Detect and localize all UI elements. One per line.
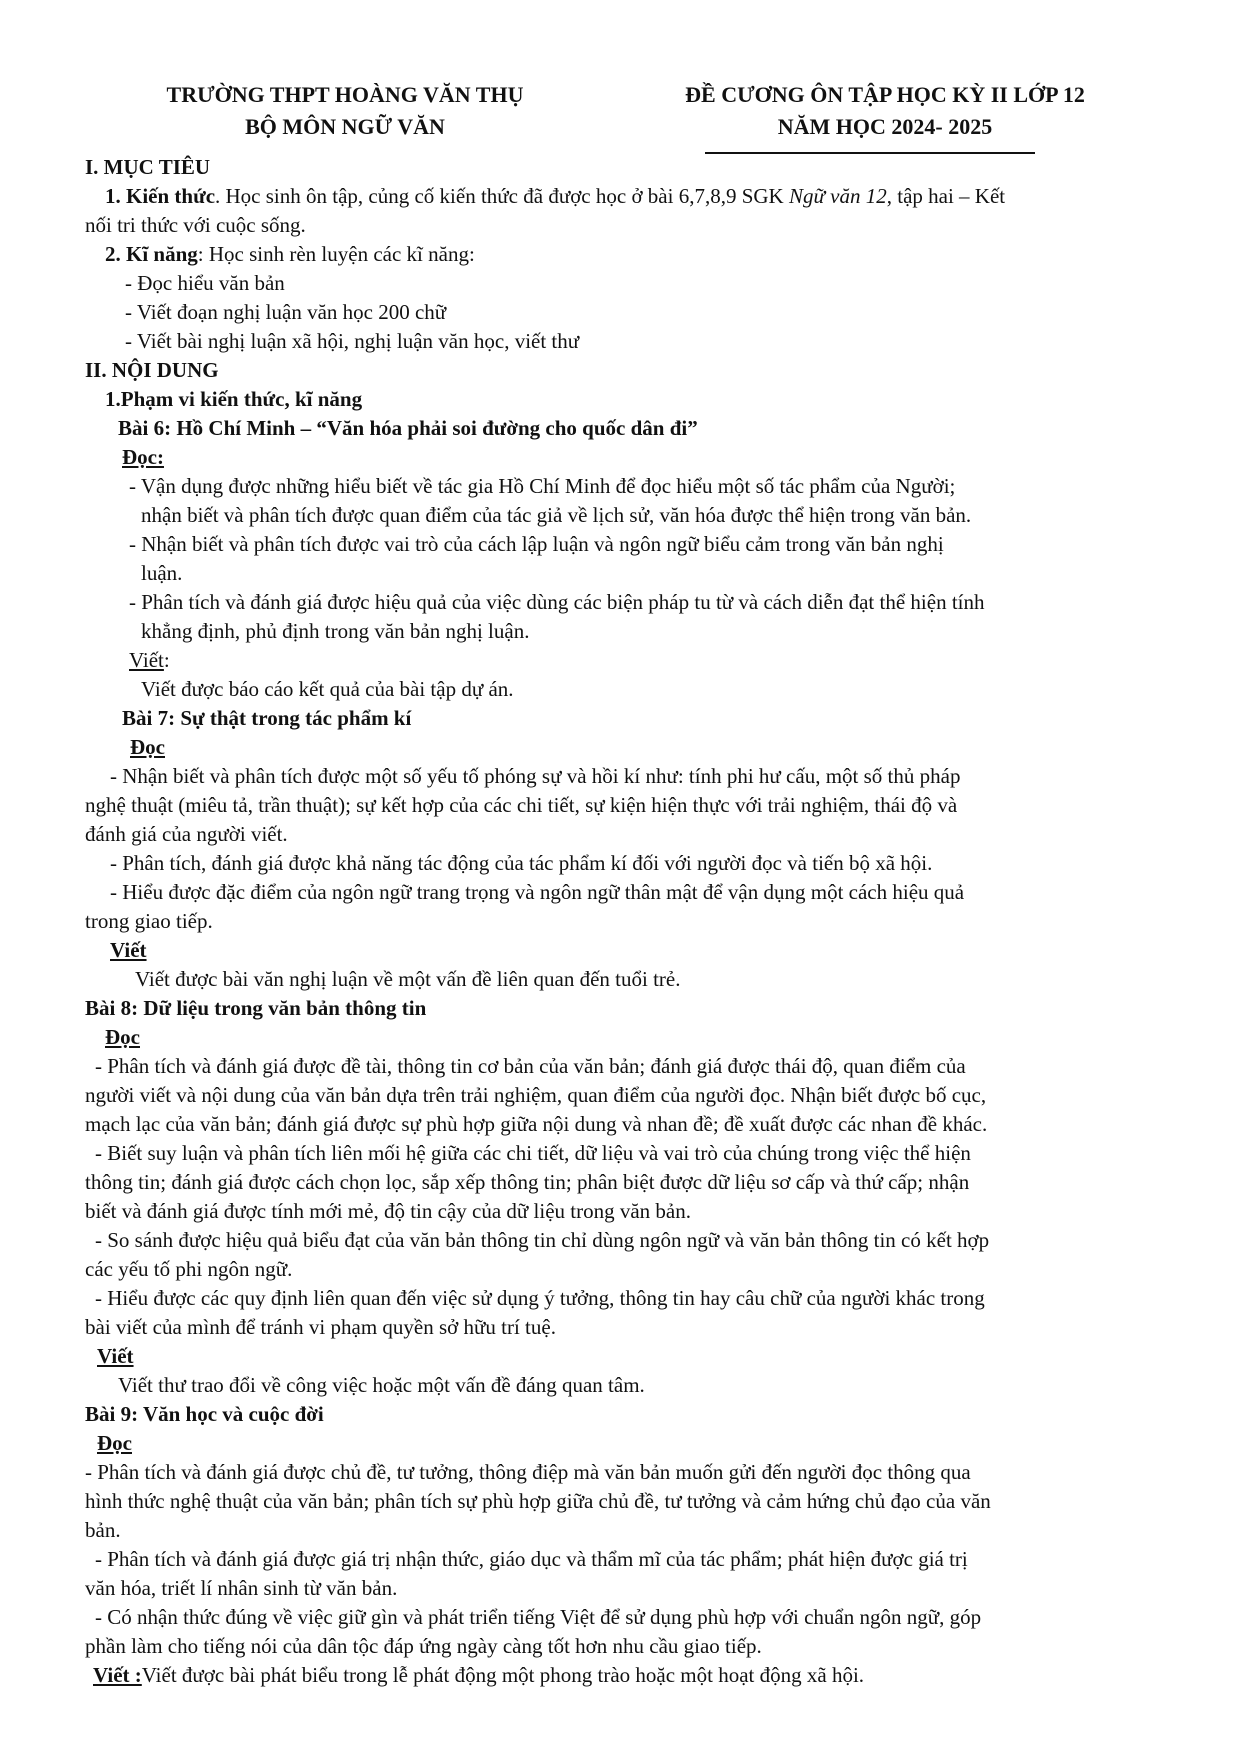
text-segment: , tập hai – Kết bbox=[886, 184, 1006, 208]
text-line bbox=[85, 733, 1170, 762]
text-segment: - Viết bài nghị luận xã hội, nghị luận văn học, viết thư bbox=[125, 329, 580, 353]
text-line bbox=[85, 617, 1170, 646]
text-line bbox=[85, 1197, 1170, 1226]
text-segment: người viết và nội dung của văn bản dựa trên trải nghiệm, quan điểm của người đọc. Nhận biết được bố cục, bbox=[85, 1083, 987, 1107]
text-segment: - Vận dụng được những hiểu biết về tác gia Hồ Chí Minh để đọc hiểu một số tác phẩm của Người; bbox=[129, 474, 956, 498]
text-segment: Viết được bài văn nghị luận về một vấn đề liên quan đến tuổi trẻ. bbox=[135, 967, 681, 991]
text-segment: Đọc: bbox=[122, 445, 164, 469]
text-line bbox=[85, 356, 1170, 385]
title-block bbox=[625, 79, 1145, 143]
text-segment: . Học sinh ôn tập, củng cố kiến thức đã được học ở bài 6,7,8,9 SGK bbox=[215, 184, 789, 208]
text-segment: khẳng định, phủ định trong văn bản nghị luận. bbox=[141, 619, 530, 643]
text-segment: : bbox=[163, 648, 170, 672]
text-segment: hình thức nghệ thuật của văn bản; phân tích sự phù hợp giữa chủ đề, tư tưởng và cảm hứng chủ đạo của văn bbox=[85, 1489, 991, 1513]
document-header bbox=[0, 79, 1241, 154]
text-line bbox=[85, 472, 1170, 501]
text-line bbox=[85, 878, 1170, 907]
text-line bbox=[85, 1400, 1170, 1429]
text-line bbox=[85, 994, 1170, 1023]
text-line bbox=[85, 936, 1170, 965]
text-segment: văn hóa, triết lí nhân sinh từ văn bản. bbox=[85, 1576, 398, 1600]
text-segment: - Viết đoạn nghị luận văn học 200 chữ bbox=[125, 300, 447, 324]
text-segment: - Hiểu được các quy định liên quan đến việc sử dụng ý tưởng, thông tin hay câu chữ của người khác trong bbox=[95, 1286, 985, 1310]
text-line bbox=[85, 1371, 1170, 1400]
text-line bbox=[85, 211, 1170, 240]
text-segment: - Hiểu được đặc điểm của ngôn ngữ trang trọng và ngôn ngữ thân mật để vận dụng một cách hiệu quả bbox=[110, 880, 965, 904]
text-line bbox=[85, 1313, 1170, 1342]
text-segment: - Phân tích và đánh giá được chủ đề, tư tưởng, thông điệp mà văn bản muốn gửi đến người đọc thông qua bbox=[85, 1460, 971, 1484]
text-line bbox=[85, 1487, 1170, 1516]
text-line bbox=[85, 530, 1170, 559]
text-line bbox=[85, 1632, 1170, 1661]
text-segment: : Học sinh rèn luyện các kĩ năng: bbox=[197, 242, 475, 266]
text-line bbox=[85, 1023, 1170, 1052]
school-block bbox=[100, 79, 590, 143]
text-segment: - Nhận biết và phân tích được vai trò của cách lập luận và ngôn ngữ biểu cảm trong văn bản nghị bbox=[129, 532, 944, 556]
text-segment: nối tri thức với cuộc sống. bbox=[85, 213, 306, 237]
text-segment: 1. Kiến thức bbox=[105, 184, 216, 208]
text-segment: Bài 8: Dữ liệu trong văn bản thông tin bbox=[85, 996, 427, 1020]
text-line bbox=[85, 1661, 1170, 1690]
text-segment: phần làm cho tiếng nói của dân tộc đáp ứng ngày càng tốt hơn nhu cầu giao tiếp. bbox=[85, 1634, 762, 1658]
text-line bbox=[85, 965, 1170, 994]
school-name: TRƯỜNG THPT HOÀNG VĂN THỤ bbox=[166, 82, 524, 107]
text-segment: - Phân tích và đánh giá được hiệu quả của việc dùng các biện pháp tu từ và cách diễn đạt thể hiện tính bbox=[129, 590, 985, 614]
text-segment: - Phân tích và đánh giá được đề tài, thông tin cơ bản của văn bản; đánh giá được thái độ, quan điểm của bbox=[95, 1054, 966, 1078]
text-line bbox=[85, 1255, 1170, 1284]
text-segment: các yếu tố phi ngôn ngữ. bbox=[85, 1257, 293, 1281]
text-line bbox=[85, 849, 1170, 878]
text-segment: Đọc bbox=[130, 735, 165, 759]
text-line bbox=[85, 443, 1170, 472]
text-line bbox=[85, 327, 1170, 356]
text-line bbox=[85, 153, 1170, 182]
text-segment: Viết : bbox=[93, 1663, 142, 1687]
text-line bbox=[85, 1545, 1170, 1574]
text-line bbox=[85, 559, 1170, 588]
text-line bbox=[85, 588, 1170, 617]
text-segment: nhận biết và phân tích được quan điểm của tác giả về lịch sử, văn hóa được thể hiện trong văn bản. bbox=[141, 503, 972, 527]
text-segment: - Phân tích và đánh giá được giá trị nhận thức, giáo dục và thẩm mĩ của tác phẩm; phát hiện được giá trị bbox=[95, 1547, 968, 1571]
text-segment: II. NỘI DUNG bbox=[85, 358, 219, 382]
text-segment: Viết bbox=[129, 648, 164, 672]
text-line bbox=[85, 907, 1170, 936]
text-segment: nghệ thuật (miêu tả, trần thuật); sự kết hợp của các chi tiết, sự kiện hiện thực với trải nghiệm, thái độ và bbox=[85, 793, 958, 817]
text-segment: Viết thư trao đổi về công việc hoặc một vấn đề đáng quan tâm. bbox=[118, 1373, 645, 1397]
text-line bbox=[85, 646, 1170, 675]
text-segment: đánh giá của người viết. bbox=[85, 822, 288, 846]
text-line bbox=[85, 1342, 1170, 1371]
text-segment: - Có nhận thức đúng về việc giữ gìn và phát triển tiếng Việt để sử dụng phù hợp với chuẩn ngôn ngữ, góp bbox=[95, 1605, 982, 1629]
text-segment: bản. bbox=[85, 1518, 121, 1542]
text-line bbox=[85, 385, 1170, 414]
text-line bbox=[85, 298, 1170, 327]
document-title: ĐỀ CƯƠNG ÔN TẬP HỌC KỲ II LỚP 12 bbox=[685, 82, 1085, 107]
text-segment: luận. bbox=[141, 561, 183, 585]
text-line bbox=[85, 704, 1170, 733]
text-segment: - Nhận biết và phân tích được một số yếu tố phóng sự và hồi kí như: tính phi hư cấu, một số thủ pháp bbox=[110, 764, 961, 788]
department-name: BỘ MÔN NGỮ VĂN bbox=[245, 114, 445, 139]
text-segment: mạch lạc của văn bản; đánh giá được sự phù hợp giữa nội dung và nhan đề; đề xuất được các nhan đề khác. bbox=[85, 1112, 988, 1136]
school-year: NĂM HỌC 2024- 2025 bbox=[777, 114, 993, 139]
text-line bbox=[85, 501, 1170, 530]
text-segment: trong giao tiếp. bbox=[85, 909, 213, 933]
text-segment: biết và đánh giá được tính mới mẻ, độ tin cậy của dữ liệu trong văn bản. bbox=[85, 1199, 691, 1223]
text-line bbox=[85, 820, 1170, 849]
text-segment: Viết được bài phát biểu trong lễ phát động một phong trào hoặc một hoạt động xã hội. bbox=[141, 1663, 865, 1687]
text-segment: Viết được báo cáo kết quả của bài tập dự án. bbox=[141, 677, 514, 701]
text-line bbox=[85, 1516, 1170, 1545]
text-line bbox=[85, 1081, 1170, 1110]
text-segment: Ngữ văn 12 bbox=[788, 184, 887, 208]
text-segment: - Đọc hiểu văn bản bbox=[125, 271, 285, 295]
text-segment: thông tin; đánh giá được cách chọn lọc, sắp xếp thông tin; phân biệt được dữ liệu sơ cấp và thứ cấp; nhận bbox=[85, 1170, 970, 1194]
text-line bbox=[85, 240, 1170, 269]
text-segment: - Biết suy luận và phân tích liên mối hệ giữa các chi tiết, dữ liệu và vai trò của chúng trong việc thể hiện bbox=[95, 1141, 971, 1165]
text-segment: Viết bbox=[97, 1344, 134, 1368]
text-segment: - Phân tích, đánh giá được khả năng tác động của tác phẩm kí đối với người đọc và tiến bộ xã hội. bbox=[110, 851, 933, 875]
text-line bbox=[85, 1052, 1170, 1081]
text-segment: Bài 7: Sự thật trong tác phẩm kí bbox=[122, 706, 412, 730]
text-segment: Viết bbox=[110, 938, 147, 962]
text-line bbox=[85, 1110, 1170, 1139]
text-line bbox=[85, 1574, 1170, 1603]
text-line bbox=[85, 1458, 1170, 1487]
text-line bbox=[85, 1429, 1170, 1458]
text-line bbox=[85, 182, 1170, 211]
text-segment: Bài 6: Hồ Chí Minh – “Văn hóa phải soi đường cho quốc dân đi” bbox=[118, 416, 698, 440]
text-line bbox=[85, 675, 1170, 704]
text-segment: I. MỤC TIÊU bbox=[85, 155, 211, 179]
text-line bbox=[85, 269, 1170, 298]
text-line bbox=[85, 1139, 1170, 1168]
text-segment: - So sánh được hiệu quả biểu đạt của văn bản thông tin chỉ dùng ngôn ngữ và văn bản thông tin có kết hợp bbox=[95, 1228, 990, 1252]
text-line bbox=[85, 1226, 1170, 1255]
text-line bbox=[85, 1603, 1170, 1632]
text-line bbox=[85, 1168, 1170, 1197]
text-line bbox=[85, 1284, 1170, 1313]
text-line bbox=[85, 414, 1170, 443]
text-segment: Bài 9: Văn học và cuộc đời bbox=[85, 1402, 324, 1426]
text-line bbox=[85, 791, 1170, 820]
text-segment: bài viết của mình để tránh vi phạm quyền sở hữu trí tuệ. bbox=[85, 1315, 556, 1339]
text-segment: 1.Phạm vi kiến thức, kĩ năng bbox=[105, 387, 363, 411]
text-segment: Đọc bbox=[105, 1025, 140, 1049]
text-segment: Đọc bbox=[97, 1431, 132, 1455]
document-body bbox=[85, 153, 1170, 1690]
text-segment: 2. Kĩ năng bbox=[105, 242, 198, 266]
text-line bbox=[85, 762, 1170, 791]
